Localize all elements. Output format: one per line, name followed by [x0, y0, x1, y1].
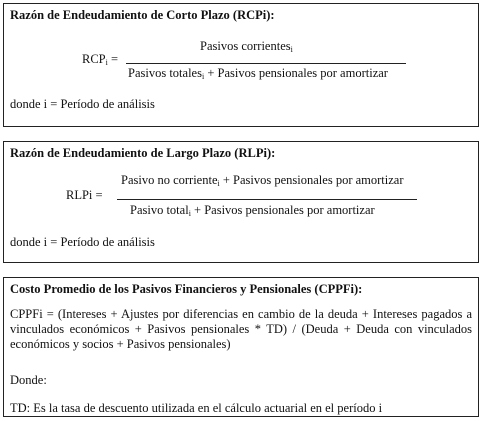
rcp-denominator-part1: Pasivos totales: [128, 66, 202, 80]
rcp-denominator-subscript: i: [201, 72, 205, 81]
rlp-denominator-part2: + Pasivos pensionales por amortizar: [190, 203, 375, 217]
rcp-numerator-text: Pasivos corrientes: [200, 39, 291, 53]
rlp-denominator: [130, 203, 375, 218]
rcp-title: Razón de Endeudamiento de Corto Plazo (RCPi):: [10, 8, 275, 22]
cppf-definition-box: [3, 277, 479, 417]
rlp-numerator: [121, 173, 404, 188]
cppf-td-note: TD: Es la tasa de descuento utilizada en el cálculo actuarial en el período i: [10, 401, 383, 415]
rlp-lhs: RLPi =: [66, 188, 103, 202]
cppf-formula: CPPFi = (Intereses + Ajustes por diferencias en cambio de la deuda + Intereses pagados a vinculados económicos + Pasivos pensionales * TD) / (Deuda + Deuda con vinculados económicos y socios + Pasivos pensionales): [10, 307, 472, 351]
rlp-denominator-part1: Pasivo total: [130, 203, 189, 217]
rcp-period-note: donde i = Período de análisis: [10, 97, 155, 111]
rcp-definition-box: [3, 3, 479, 127]
rcp-numerator-subscript: i: [290, 45, 293, 54]
cppf-title: Costo Promedio de los Pasivos Financieros y Pensionales (CPPFi):: [10, 282, 363, 296]
rlp-period-note: donde i = Período de análisis: [10, 235, 155, 249]
rcp-equals: =: [107, 52, 119, 66]
rlp-title: Razón de Endeudamiento de Largo Plazo (RLPi):: [10, 146, 276, 160]
rcp-lhs: [82, 52, 118, 67]
rcp-denominator-part2: + Pasivos pensionales por amortizar: [204, 66, 388, 80]
rlp-numerator-part2: + Pasivos pensionales por amortizar: [219, 173, 404, 187]
rcp-denominator: [128, 66, 388, 81]
rlp-numerator-part1: Pasivo no corriente: [121, 173, 218, 187]
rlp-fraction-bar: [117, 199, 417, 200]
rcp-lhs-symbol: RCP: [82, 52, 106, 66]
rlp-denominator-subscript: i: [188, 209, 191, 218]
rlp-numerator-subscript: i: [217, 179, 220, 188]
rcp-numerator: [200, 39, 293, 54]
rcp-fraction-bar: [126, 63, 406, 64]
rlp-definition-box: [3, 141, 479, 263]
cppf-donde-label: Donde:: [10, 373, 47, 387]
rcp-lhs-subscript: i: [105, 58, 108, 67]
